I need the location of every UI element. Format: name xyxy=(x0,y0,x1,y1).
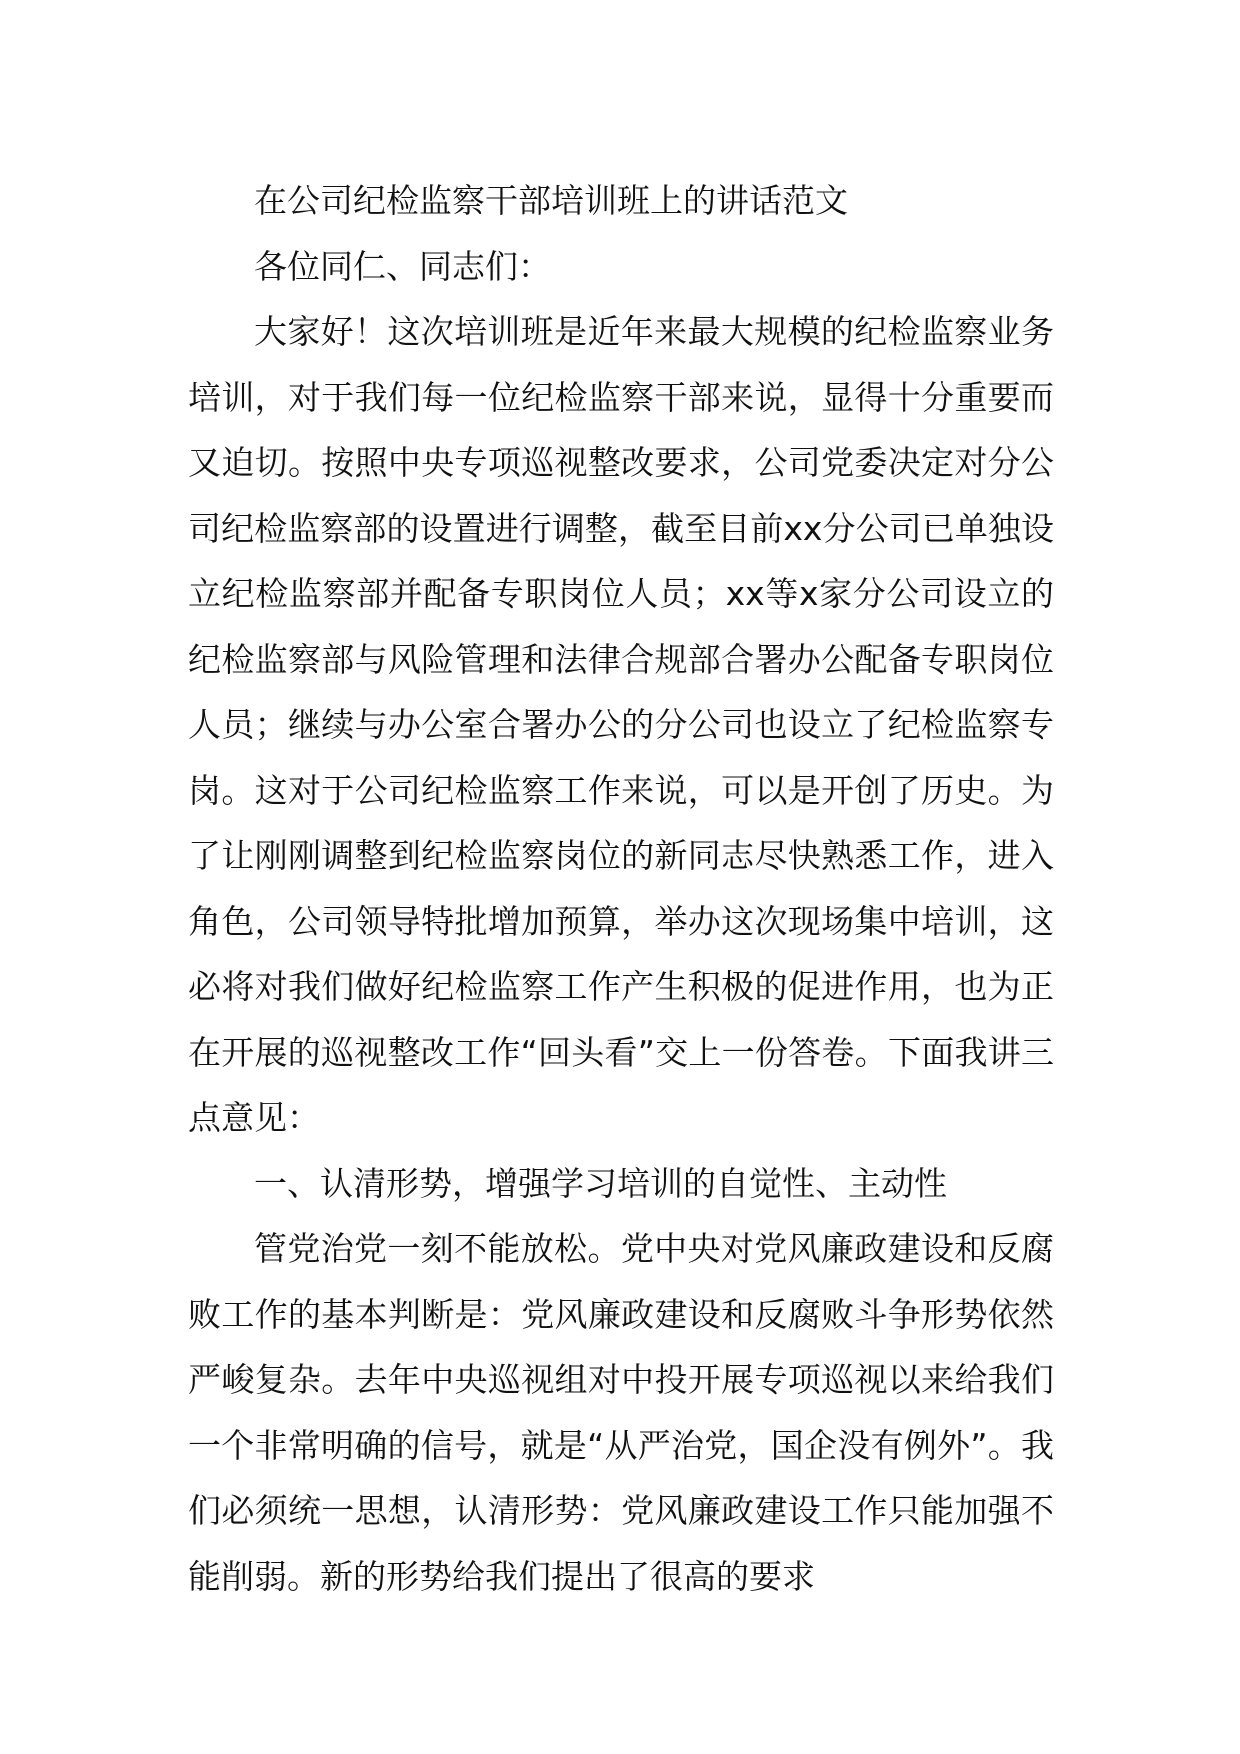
document-title: 在公司纪检监察干部培训班上的讲话范文 xyxy=(254,181,848,220)
paragraph-intro: 大家好！这次培训班是近年来最大规模的纪检监察业务培训，对于我们每一位纪检监察干部来说，显得十分重要而又迫切。按照中央专项巡视整改要求，公司党委决定对分公司纪检监察部的设置进行调整，截至目前xx分公司已单独设立纪检监察部并配备专职岗位人员；xx等x家分公司设立的纪检监察部与风险管理和法律合规部合署办公配备专职岗位人员；继续与办公室合署办公的分公司也设立了纪检监察专岗。这对于公司纪检监察工作来说，可以是开创了历史。为了让刚刚调整到纪检监察岗位的新同志尽快熟悉工作，进入角色，公司领导特批增加预算，举办这次现场集中培训，这必将对我们做好纪检监察工作产生积极的促进作用，也为正在开展的巡视整改工作“回头看”交上一份答卷。下面我讲三点意见： xyxy=(188,312,1054,1137)
section-heading-1: 一、认清形势，增强学习培训的自觉性、主动性 xyxy=(254,1163,947,1203)
document-body xyxy=(188,168,1054,1609)
paragraph-section-1: 管党治党一刻不能放松。党中央对党风廉政建设和反腐败工作的基本判断是：党风廉政建设和反腐败斗争形势依然严峻复杂。去年中央巡视组对中投开展专项巡视以来给我们一个非常明确的信号，就是“从严治党，国企没有例外”。我们必须统一思想，认清形势：党风廉政建设工作只能加强不能削弱。新的形势给我们提出了很高的要求 xyxy=(188,1229,1054,1596)
salutation: 各位同仁、同志们： xyxy=(254,246,551,286)
